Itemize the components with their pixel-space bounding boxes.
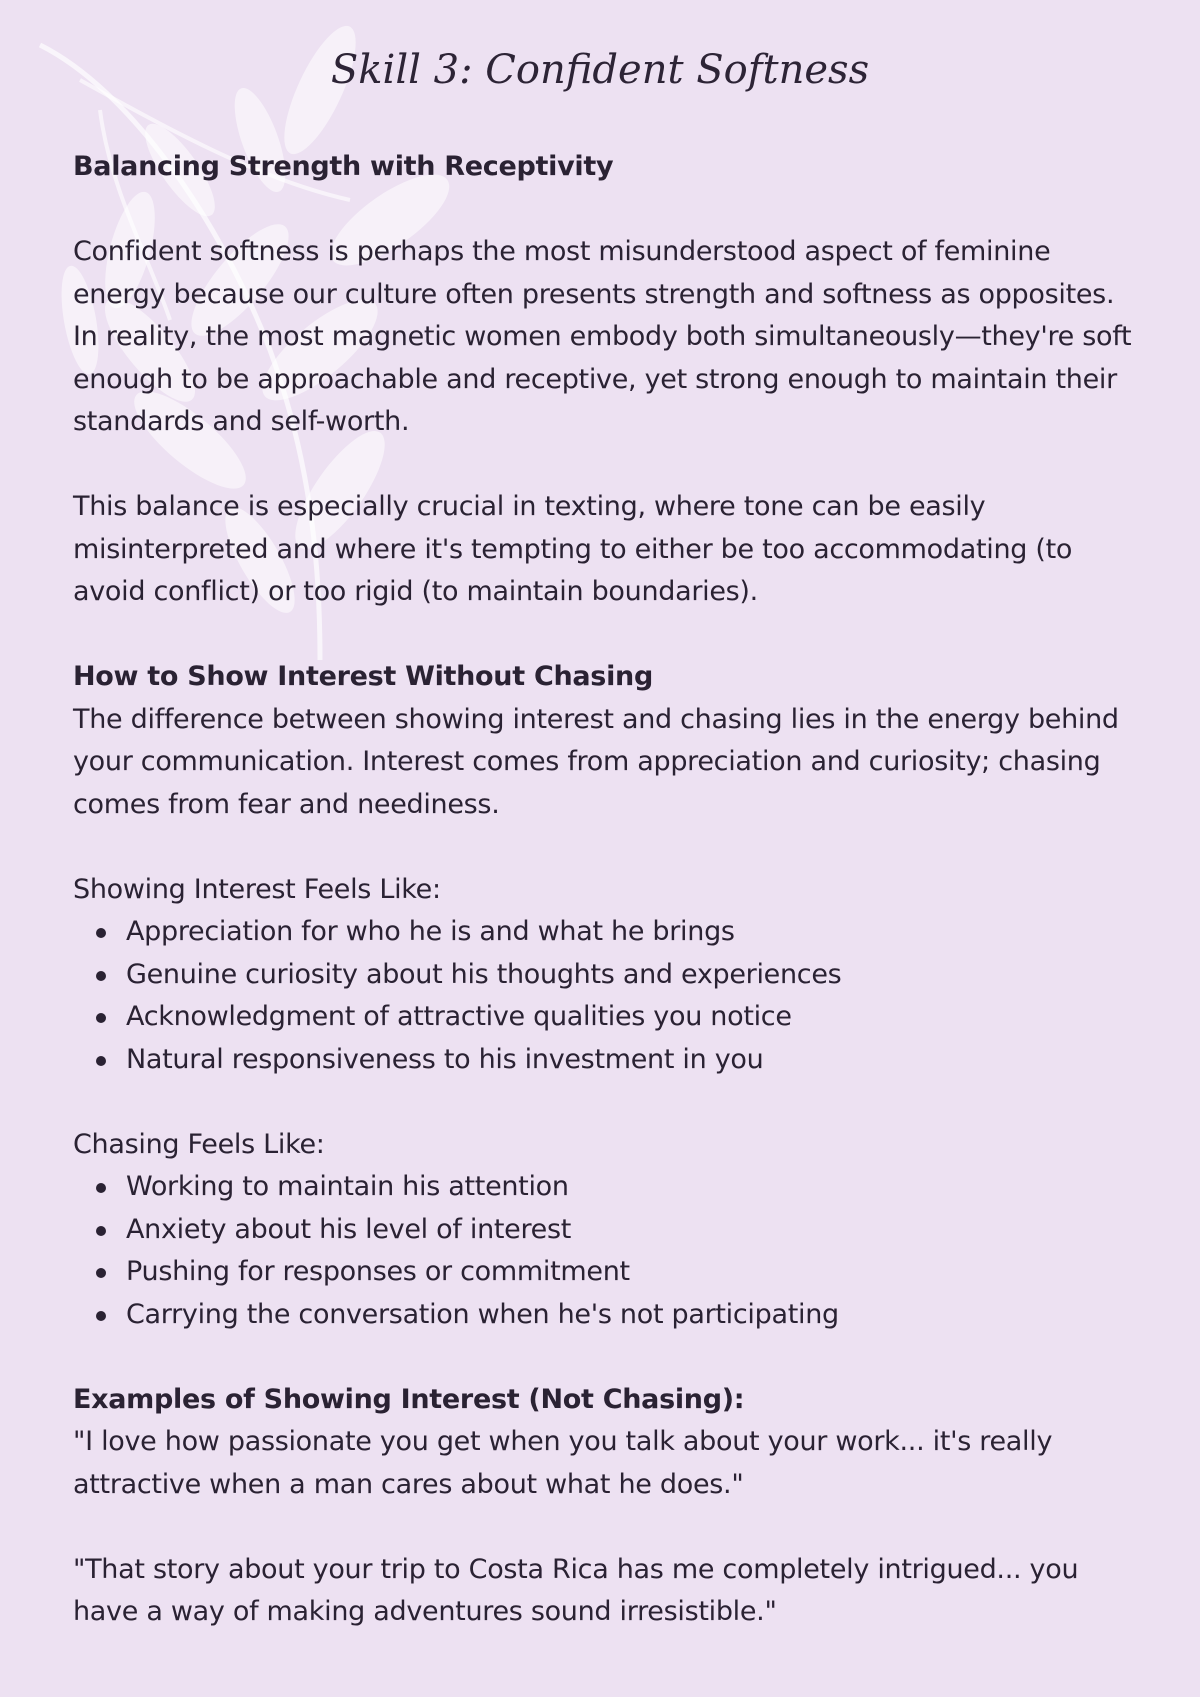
list-item: Acknowledgment of attractive qualities you notice	[73, 996, 1133, 1039]
example-quote: "I love how passionate you get when you talk about your work... it's really attractive when a man cares about what he does."	[73, 1426, 1053, 1500]
paragraph-texting-balance: This balance is especially crucial in texting, where tone can be easily misinterpreted and where it's tempting to either be too accommodating (to avoid conflict) or too rigid (to maintain boundaries).	[73, 491, 1073, 607]
list-item: Carrying the conversation when he's not participating	[73, 1294, 1133, 1337]
list-item: Anxiety about his level of interest	[73, 1209, 1133, 1252]
main-content	[73, 146, 1133, 1634]
interest-list	[73, 911, 1133, 1081]
list-item: Pushing for responses or commitment	[73, 1251, 1133, 1294]
chasing-list	[73, 1166, 1133, 1336]
list-item: Genuine curiosity about his thoughts and experiences	[73, 954, 1133, 997]
paragraph-interest-vs-chasing: The difference between showing interest and chasing lies in the energy behind your communication. Interest comes from appreciation and curiosity; chasing comes from fear and neediness.	[73, 703, 1119, 820]
example-quote: "That story about your trip to Costa Rica has me completely intrigued... you have a way of making adventures sound irresistible."	[73, 1553, 1079, 1627]
paragraph-confident-softness: Confident softness is perhaps the most misunderstood aspect of feminine energy because our culture often presents strength and softness as opposites. In reality, the most magnetic women embody both simultaneously—they're soft enough to be approachable and receptive, yet strong enough to maintain their standards and self-worth.	[73, 236, 1132, 437]
list-item: Appreciation for who he is and what he brings	[73, 911, 1133, 954]
chasing-list-label: Chasing Feels Like:	[73, 1128, 325, 1160]
list-item: Natural responsiveness to his investment in you	[73, 1039, 1133, 1082]
page-title: Skill 3: Confident Softness	[330, 47, 870, 93]
section-heading-show-interest: How to Show Interest Without Chasing	[73, 661, 653, 692]
list-item: Working to maintain his attention	[73, 1166, 1133, 1209]
section-heading-balancing: Balancing Strength with Receptivity	[73, 151, 614, 182]
interest-list-label: Showing Interest Feels Like:	[73, 873, 441, 905]
section-heading-examples: Examples of Showing Interest (Not Chasing):	[73, 1383, 745, 1415]
